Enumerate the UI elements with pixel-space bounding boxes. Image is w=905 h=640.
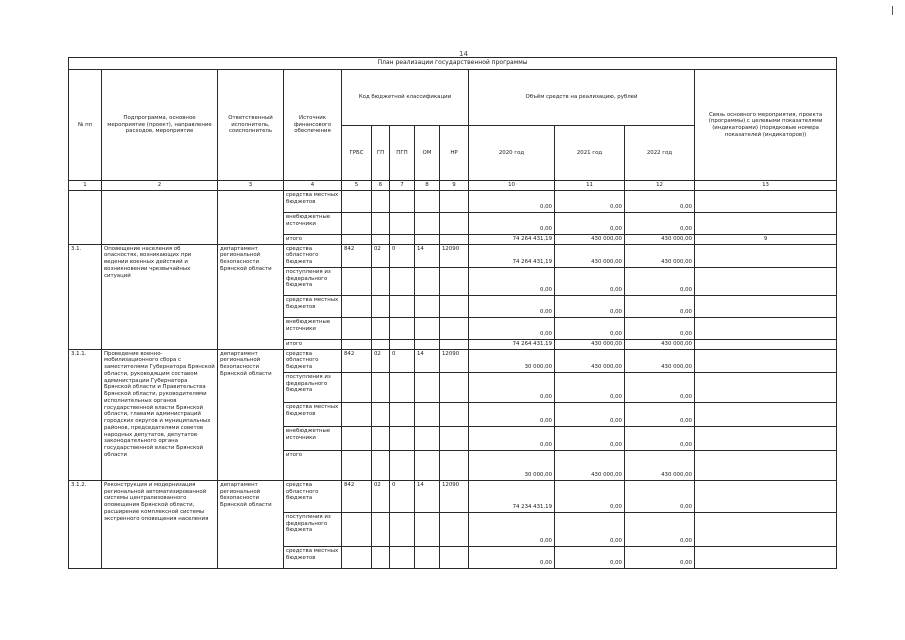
header-gp: ГП <box>372 126 390 181</box>
funding-source: средства местных бюджетов <box>284 295 342 317</box>
code-om <box>415 339 440 349</box>
amount-2022: 0,00 <box>625 372 695 402</box>
code-pgp <box>390 372 415 402</box>
amount-2021: 0,00 <box>555 267 625 295</box>
code-pgp <box>390 426 415 450</box>
amount-2022: 0,00 <box>625 212 695 234</box>
code-gp: 02 <box>372 480 390 512</box>
indicator-link <box>695 426 837 450</box>
code-gp <box>372 317 390 339</box>
activity-name <box>102 190 218 244</box>
col-number: 13 <box>695 181 837 191</box>
code-grbs <box>342 426 372 450</box>
indicator-link <box>695 349 837 372</box>
code-nr <box>440 339 469 349</box>
funding-source: итого <box>284 234 342 244</box>
amount-2022: 0,00 <box>625 426 695 450</box>
header-volume: Объём средств на реализацию, рублей <box>469 70 695 126</box>
amount-2020: 74 264 431,19 <box>469 244 555 267</box>
code-grbs <box>342 339 372 349</box>
amount-2022: 0,00 <box>625 295 695 317</box>
code-gp <box>372 339 390 349</box>
header-nr: НР <box>440 126 469 181</box>
amount-2022: 430 000,00 <box>625 234 695 244</box>
code-grbs <box>342 190 372 212</box>
amount-2021: 430 000,00 <box>555 349 625 372</box>
col-number: 4 <box>284 181 342 191</box>
code-grbs: 842 <box>342 349 372 372</box>
amount-2020: 0,00 <box>469 317 555 339</box>
code-nr: 12090 <box>440 480 469 512</box>
code-grbs <box>342 512 372 546</box>
code-om: 14 <box>415 480 440 512</box>
funding-source: средства местных бюджетов <box>284 190 342 212</box>
amount-2022: 0,00 <box>625 512 695 546</box>
indicator-link <box>695 190 837 212</box>
amount-2020: 0,00 <box>469 267 555 295</box>
funding-source: внебюджетные источники <box>284 317 342 339</box>
code-om <box>415 372 440 402</box>
amount-2020: 30 000,00 <box>469 349 555 372</box>
col-number: 5 <box>342 181 372 191</box>
amount-2022: 430 000,00 <box>625 450 695 480</box>
code-pgp <box>390 450 415 480</box>
code-pgp: 0 <box>390 244 415 267</box>
activity-name: Проведение военно-мобилизационного сбора с заместителями Губернатора Брянской области, руководящим составом администрации Губернатора Брянской области и Правительства Брянской области, руководителями исполнительных органов государственной власти Брянской области, главами администраций городских округов и муниципальных районов, председателями советов народных депутатов, депутатов законодательного органа государственной власти Брянской области <box>102 349 218 480</box>
amount-2021: 0,00 <box>555 426 625 450</box>
amount-2021: 0,00 <box>555 546 625 568</box>
code-gp <box>372 190 390 212</box>
code-pgp <box>390 267 415 295</box>
scan-artifact-mark <box>892 6 893 15</box>
code-nr <box>440 546 469 568</box>
indicator-link <box>695 267 837 295</box>
amount-2021: 0,00 <box>555 480 625 512</box>
amount-2020: 0,00 <box>469 546 555 568</box>
code-grbs <box>342 372 372 402</box>
code-gp <box>372 267 390 295</box>
amount-2021: 430 000,00 <box>555 234 625 244</box>
funding-source: средства местных бюджетов <box>284 546 342 568</box>
header-source: Источник финансового обеспечения <box>284 70 342 181</box>
indicator-link <box>695 212 837 234</box>
code-nr <box>440 212 469 234</box>
code-pgp <box>390 234 415 244</box>
header-executor: Ответственный исполнитель, соисполнитель <box>218 70 284 181</box>
code-grbs <box>342 267 372 295</box>
header-grbs: ГРБС <box>342 126 372 181</box>
activity-name: Реконструкция и модернизация региональной автоматизированной системы централизованного оповещения Брянской области, расширение комплексной системы экстренного оповещения населения <box>102 480 218 568</box>
amount-2020: 0,00 <box>469 295 555 317</box>
indicator-link <box>695 480 837 512</box>
code-om <box>415 402 440 426</box>
code-nr <box>440 190 469 212</box>
amount-2021: 430 000,00 <box>555 244 625 267</box>
amount-2021: 0,00 <box>555 295 625 317</box>
header-pgp: ПГП <box>390 126 415 181</box>
col-number: 12 <box>625 181 695 191</box>
code-nr <box>440 450 469 480</box>
code-gp: 02 <box>372 349 390 372</box>
col-number: 8 <box>415 181 440 191</box>
code-grbs <box>342 317 372 339</box>
col-number: 1 <box>69 181 102 191</box>
code-om <box>415 234 440 244</box>
activity-name: Оповещение населения об опасностях, возникающих при ведении военных действий и возникновении чрезвычайных ситуаций <box>102 244 218 349</box>
code-grbs <box>342 402 372 426</box>
code-nr <box>440 512 469 546</box>
code-gp <box>372 372 390 402</box>
plan-table <box>68 57 837 569</box>
table-row <box>69 190 837 212</box>
amount-2020: 0,00 <box>469 512 555 546</box>
funding-source: поступления из федерального бюджета <box>284 267 342 295</box>
indicator-link <box>695 546 837 568</box>
code-gp <box>372 426 390 450</box>
indicator-link <box>695 339 837 349</box>
indicator-link <box>695 402 837 426</box>
code-gp <box>372 512 390 546</box>
code-pgp <box>390 212 415 234</box>
indicator-link <box>695 512 837 546</box>
code-nr <box>440 317 469 339</box>
code-pgp <box>390 295 415 317</box>
code-nr <box>440 267 469 295</box>
amount-2022: 0,00 <box>625 402 695 426</box>
indicator-link <box>695 372 837 402</box>
header-budget-class: Код бюджетной классификации <box>342 70 469 126</box>
amount-2022: 430 000,00 <box>625 349 695 372</box>
amount-2020: 30 000,00 <box>469 450 555 480</box>
header-link: Связь основного мероприятия, проекта (программы) с целевыми показателями (индикаторами) (порядковые номера показателей (индикаторов)) <box>695 70 837 181</box>
row-number: 3.1.1. <box>69 349 102 480</box>
amount-2022: 0,00 <box>625 480 695 512</box>
code-gp <box>372 295 390 317</box>
code-gp <box>372 234 390 244</box>
header-om: ОМ <box>415 126 440 181</box>
code-grbs: 842 <box>342 480 372 512</box>
amount-2021: 430 000,00 <box>555 339 625 349</box>
col-number: 6 <box>372 181 390 191</box>
code-pgp <box>390 317 415 339</box>
amount-2020: 0,00 <box>469 212 555 234</box>
code-nr <box>440 402 469 426</box>
amount-2020: 0,00 <box>469 372 555 402</box>
code-om <box>415 317 440 339</box>
code-om <box>415 212 440 234</box>
indicator-link: 9 <box>695 234 837 244</box>
table-row <box>69 480 837 512</box>
code-gp <box>372 402 390 426</box>
col-number: 11 <box>555 181 625 191</box>
code-pgp: 0 <box>390 349 415 372</box>
col-number: 7 <box>390 181 415 191</box>
amount-2020: 74 264 431,19 <box>469 234 555 244</box>
amount-2022: 0,00 <box>625 317 695 339</box>
code-grbs <box>342 450 372 480</box>
funding-source: средства областного бюджета <box>284 480 342 512</box>
funding-source: средства областного бюджета <box>284 349 342 372</box>
funding-source: поступления из федерального бюджета <box>284 372 342 402</box>
funding-source: внебюджетные источники <box>284 426 342 450</box>
code-pgp <box>390 512 415 546</box>
funding-source: средства областного бюджета <box>284 244 342 267</box>
funding-source: итого <box>284 450 342 480</box>
page-number: 14 <box>459 50 468 58</box>
code-om <box>415 512 440 546</box>
code-gp <box>372 212 390 234</box>
code-om <box>415 450 440 480</box>
code-grbs <box>342 212 372 234</box>
col-number: 2 <box>102 181 218 191</box>
code-pgp <box>390 339 415 349</box>
indicator-link <box>695 244 837 267</box>
executor-name: департамент региональной безопасности Брянской области <box>218 480 284 568</box>
code-om <box>415 295 440 317</box>
code-gp <box>372 546 390 568</box>
code-om: 14 <box>415 349 440 372</box>
funding-source: средства местных бюджетов <box>284 402 342 426</box>
amount-2021: 0,00 <box>555 190 625 212</box>
amount-2020: 74 264 431,19 <box>469 339 555 349</box>
code-pgp: 0 <box>390 480 415 512</box>
amount-2022: 0,00 <box>625 267 695 295</box>
amount-2021: 430 000,00 <box>555 450 625 480</box>
amount-2022: 430 000,00 <box>625 244 695 267</box>
header-2020: 2020 год <box>469 126 555 181</box>
code-grbs: 842 <box>342 244 372 267</box>
header-2022: 2022 год <box>625 126 695 181</box>
header-2021: 2021 год <box>555 126 625 181</box>
col-number: 9 <box>440 181 469 191</box>
header-name: Подпрограмма, основное мероприятие (проект), направление расходов, мероприятие <box>102 70 218 181</box>
col-number: 3 <box>218 181 284 191</box>
funding-source: итого <box>284 339 342 349</box>
code-nr <box>440 234 469 244</box>
indicator-link <box>695 317 837 339</box>
amount-2022: 430 000,00 <box>625 339 695 349</box>
table-title: План реализации государственной программы <box>69 58 837 70</box>
code-om <box>415 190 440 212</box>
amount-2020: 74 234 431,19 <box>469 480 555 512</box>
executor-name: департамент региональной безопасности Брянской области <box>218 349 284 480</box>
code-nr <box>440 295 469 317</box>
code-grbs <box>342 546 372 568</box>
code-grbs <box>342 234 372 244</box>
code-pgp <box>390 546 415 568</box>
column-number-row <box>69 181 837 191</box>
code-om <box>415 546 440 568</box>
code-nr <box>440 372 469 402</box>
executor-name: департамент региональной безопасности Брянской области <box>218 244 284 349</box>
code-pgp <box>390 402 415 426</box>
amount-2022: 0,00 <box>625 546 695 568</box>
row-number: 3.1.2. <box>69 480 102 568</box>
funding-source: внебюджетные источники <box>284 212 342 234</box>
funding-source: поступления из федерального бюджета <box>284 512 342 546</box>
code-nr: 12090 <box>440 244 469 267</box>
table-row <box>69 349 837 372</box>
executor-name <box>218 190 284 244</box>
amount-2020: 0,00 <box>469 426 555 450</box>
code-nr <box>440 426 469 450</box>
amount-2021: 0,00 <box>555 512 625 546</box>
code-om <box>415 267 440 295</box>
code-gp: 02 <box>372 244 390 267</box>
code-gp <box>372 450 390 480</box>
amount-2020: 0,00 <box>469 190 555 212</box>
amount-2020: 0,00 <box>469 402 555 426</box>
col-number: 10 <box>469 181 555 191</box>
code-om: 14 <box>415 244 440 267</box>
indicator-link <box>695 450 837 480</box>
amount-2021: 0,00 <box>555 317 625 339</box>
code-om <box>415 426 440 450</box>
code-nr: 12090 <box>440 349 469 372</box>
amount-2021: 0,00 <box>555 212 625 234</box>
code-grbs <box>342 295 372 317</box>
amount-2022: 0,00 <box>625 190 695 212</box>
indicator-link <box>695 295 837 317</box>
table-row <box>69 244 837 267</box>
amount-2021: 0,00 <box>555 402 625 426</box>
amount-2021: 0,00 <box>555 372 625 402</box>
row-number: 3.1. <box>69 244 102 349</box>
header-num: № пп <box>69 70 102 181</box>
code-pgp <box>390 190 415 212</box>
row-number <box>69 190 102 244</box>
